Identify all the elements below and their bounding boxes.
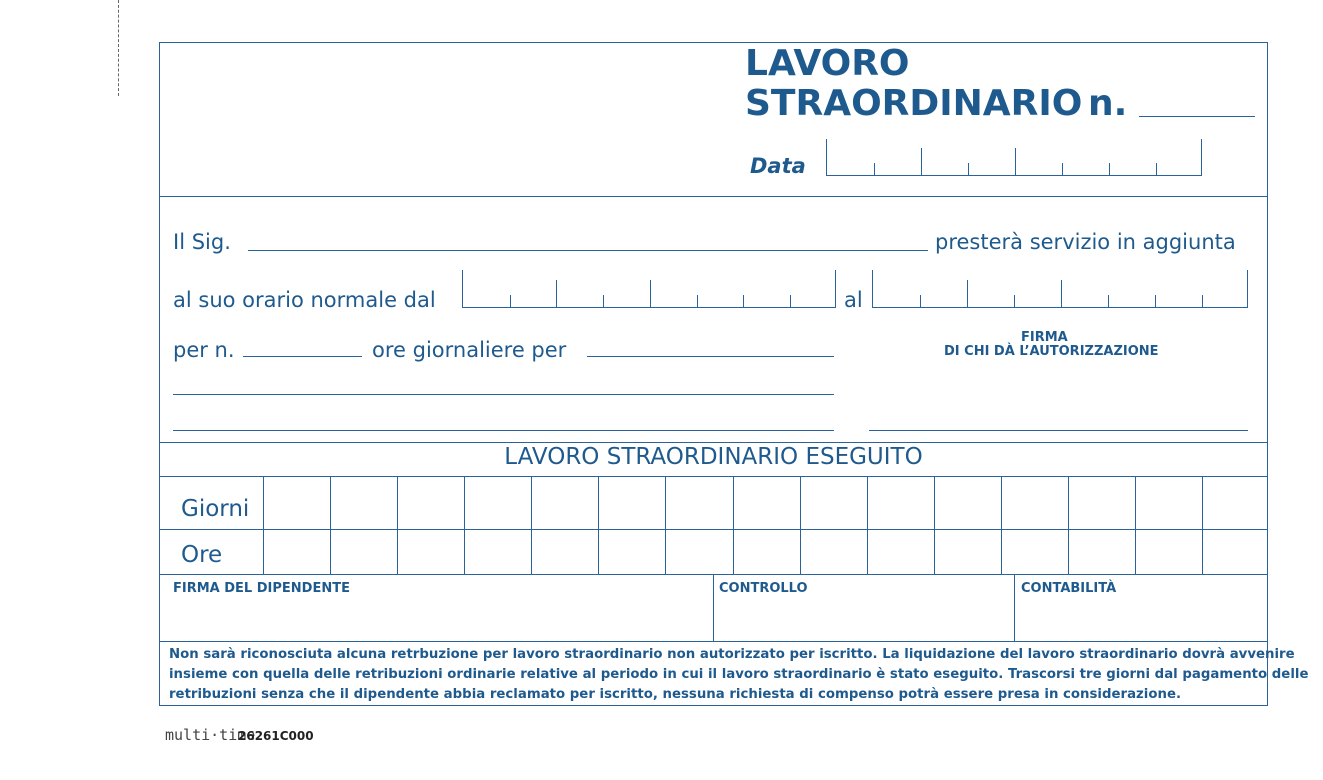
brand-logo: multi·time — [165, 726, 256, 744]
number-field[interactable] — [1139, 116, 1255, 117]
notice-line-3: retribuzioni senza che il dipendente abbia reclamato per iscritto, nessuna richiesta di compenso potrà essere presa in considerazione. — [169, 687, 1182, 702]
notice-line-1: Non sarà riconosciuta alcuna retrbuzione per lavoro straordinario non autorizzato per iscritto. La liquidazione del lavoro straordinario dovrà avvenire — [169, 647, 1295, 662]
grid-column-divider — [1068, 477, 1069, 574]
body-divider — [159, 442, 1268, 443]
reason-field-1[interactable] — [587, 356, 834, 357]
reason-field-2[interactable] — [173, 394, 834, 395]
hours-row-label: Ore — [181, 542, 223, 568]
header-divider — [159, 196, 1268, 197]
grid-column-divider — [1001, 477, 1002, 574]
date-field[interactable] — [826, 139, 1202, 176]
signature-title: FIRMA — [1021, 330, 1068, 345]
to-label: al — [844, 288, 863, 312]
grid-column-divider — [665, 477, 666, 574]
reason-field-3[interactable] — [173, 430, 834, 431]
date-label: Data — [750, 154, 806, 178]
grid-column-divider — [1135, 477, 1136, 574]
signature-divider-1 — [713, 575, 714, 641]
accounting-label: CONTABILITÀ — [1021, 581, 1117, 596]
signature-bottom-divider — [159, 641, 1268, 642]
control-label: CONTROLLO — [719, 581, 808, 596]
grid-column-divider — [330, 477, 331, 574]
grid-row-divider — [159, 529, 1268, 530]
per-n-label: per n. — [173, 338, 235, 362]
grid-column-divider — [397, 477, 398, 574]
employee-signature-label: FIRMA DEL DIPENDENTE — [173, 581, 350, 596]
to-date-field[interactable] — [872, 270, 1248, 308]
form-title-line1: LAVORO — [745, 43, 910, 84]
notice-text — [169, 645, 1309, 705]
executed-title-divider — [159, 476, 1268, 477]
grid-column-divider — [800, 477, 801, 574]
grid-column-divider — [598, 477, 599, 574]
notice-line-2: insieme con quella delle retribuzioni ordinarie relative al periodo in cui il lavoro straordinario è stato eseguito. Trascorsi tre giorni dal pagamento delle — [169, 667, 1309, 682]
grid-column-divider — [464, 477, 465, 574]
cut-line — [118, 0, 119, 96]
from-label: al suo orario normale dal — [173, 288, 436, 312]
grid-column-divider — [934, 477, 935, 574]
from-date-field[interactable] — [462, 270, 836, 308]
form-code: 26261C000 — [238, 729, 314, 743]
sig-name-field[interactable] — [248, 250, 928, 251]
number-label: n. — [1088, 83, 1128, 124]
grid-column-divider — [867, 477, 868, 574]
daily-hours-label: ore giornaliere per — [372, 338, 567, 362]
grid-column-divider — [531, 477, 532, 574]
signature-subtitle: DI CHI DÀ L’AUTORIZZAZIONE — [944, 344, 1159, 359]
sig-label: Il Sig. — [173, 230, 231, 254]
days-row-label: Giorni — [181, 496, 250, 522]
hours-count-field[interactable] — [243, 356, 362, 357]
signature-divider-2 — [1014, 575, 1015, 641]
executed-title: LAVORO STRAORDINARIO ESEGUITO — [504, 444, 923, 470]
grid-column-divider — [733, 477, 734, 574]
service-text: presterà servizio in aggiunta — [935, 230, 1236, 254]
grid-column-divider — [263, 477, 264, 574]
form-title-line2: STRAORDINARIO — [745, 83, 1083, 124]
grid-column-divider — [1202, 477, 1203, 574]
authorizer-signature-field[interactable] — [869, 430, 1248, 431]
